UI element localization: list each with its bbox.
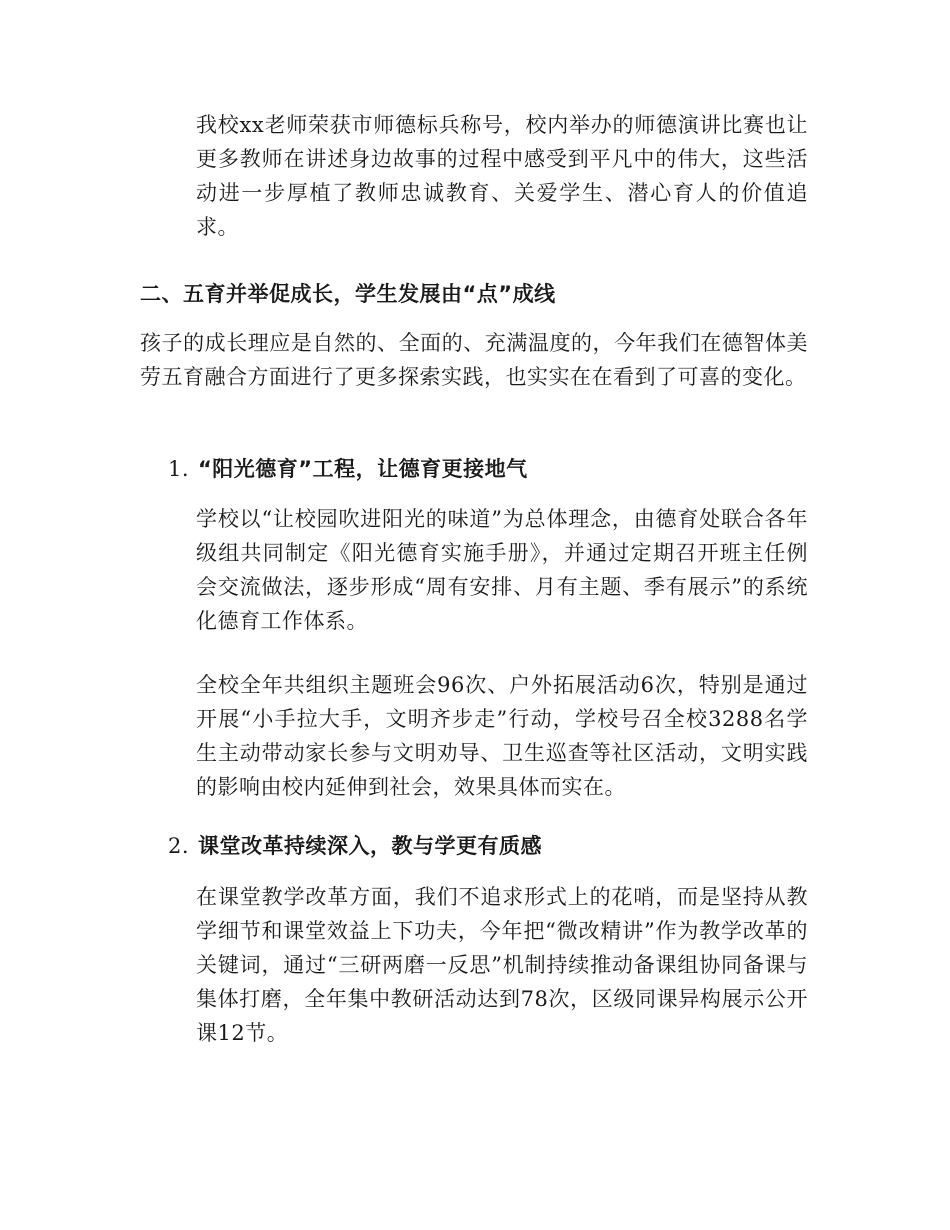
subsection-1-paragraph-2: 全校全年共组织主题班会96次、户外拓展活动6次，特别是通过开展“小手拉大手，文明齐步走”行动，学校号召全校3288名学生主动带动家长参与文明劝导、卫生巡查等社区活动，文明实践的影响由校内延伸到社会，效果具体而实在。 bbox=[196, 673, 808, 799]
subsection-2-paragraph-1: 在课堂教学改革方面，我们不追求形式上的花哨，而是坚持从教学细节和课堂效益上下功夫，今年把“微改精讲”作为教学改革的关键词，通过“三研两磨一反思”机制持续推动备课组协同备课与集体打磨，全年集中教研活动达到78次，区级同课异构展示公开课12节。 bbox=[196, 885, 808, 1045]
intro-continuation-paragraph: 我校xx老师荣获市师德标兵称号，校内举办的师德演讲比赛也让更多教师在讲述身边故事的过程中感受到平凡中的伟大，这些活动进一步厚植了教师忠诚教育、关爱学生、潜心育人的价值追求。 bbox=[196, 113, 808, 239]
section-2-heading: 二、五育并举促成长，学生发展由“点”成线 bbox=[140, 282, 556, 306]
section-2-intro-paragraph: 孩子的成长理应是自然的、全面的、充满温度的，今年我们在德智体美劳五育融合方面进行了更多探索实践，也实实在在看到了可喜的变化。 bbox=[140, 331, 808, 389]
subsection-2-heading bbox=[168, 829, 542, 863]
subsection-1-title: “阳光德育”工程，让德育更接地气 bbox=[198, 457, 528, 481]
subsection-1-number: 1. bbox=[168, 457, 190, 481]
subsection-1-heading bbox=[168, 452, 528, 486]
subsection-2-title: 课堂改革持续深入，教与学更有质感 bbox=[198, 834, 542, 858]
subsection-2-number: 2. bbox=[168, 834, 190, 858]
subsection-1-paragraph-1: 学校以“让校园吹进阳光的味道”为总体理念，由德育处联合各年级组共同制定《阳光德育实施手册》，并通过定期召开班主任例会交流做法，逐步形成“周有安排、月有主题、季有展示”的系统化德育工作体系。 bbox=[196, 507, 808, 633]
